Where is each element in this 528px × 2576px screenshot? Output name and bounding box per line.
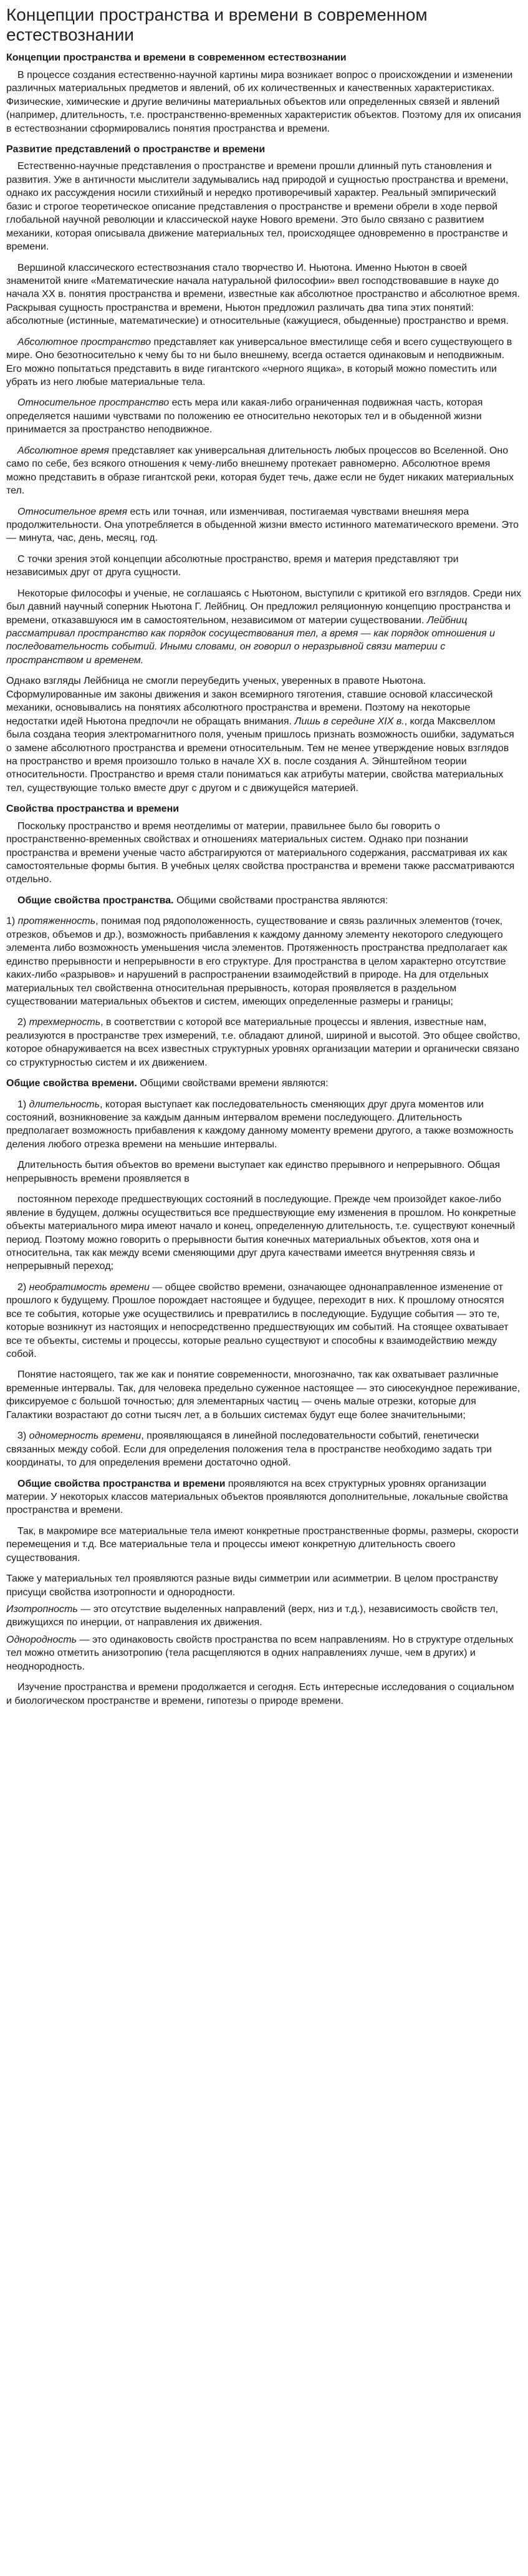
paragraph-duration-transition: постоянном переходе предшествующих состояний в последующие. Прежде чем произойдет какое-либо явление в будущем, должны осуществиться все предшествующие ему изменения в прошлом. Но конкретные объекты материального мира имеют начало и конец, определенную длительность, т.е. существуют конечный период. Поэтому можно говорить о прерывности бытия конечных материальных объектов, хотя она и относительна, так как между всеми сменяющими друг друга качествами имеется внутренняя связь и непрерывный переход; — [6, 1194, 516, 1272]
paragraph-maxwell-einstein — [6, 674, 522, 795]
text-homogeneity: — это одинаковость свойств пространства по всем направлениям. Но в структуре отдельных тел можно отметить анизотропию (тела расщепляются в одних направлениях лучше, чем в других) и неоднородность. — [6, 1634, 514, 1672]
paragraph-absolute-space — [6, 336, 522, 389]
paragraph-space-properties — [6, 894, 522, 907]
text-one-dimensional: , проявляющаяся в линейной последовательности событий, генетически связанных между собой. Если для определения положения тела в пространстве необходимо задать три координаты, то для определения времени достаточно одной. — [6, 1431, 492, 1469]
list-number-2: 2) — [17, 1017, 29, 1028]
text-common-properties: проявляются на всех структурных уровнях организации материи. У некоторых классов материальных объектов проявляются дополнительные, локальные свойства пространства и времени. — [6, 1478, 508, 1516]
text-absolute-space: представляет как универсальное вместилище себя и всего существующего в мире. Оно безотносительно к чему бы то ни было внешнему, всегда остается одинаковым и неподвижным. Его можно попытаться представить в виде гигантского «черного ящика», в который можно поместить или убрать из него любые материальные тела. — [6, 336, 512, 387]
list-item-three-dimensional — [6, 1016, 522, 1069]
text-extent-a: , понимая под рядоположенность, существование и связь различных элементов (точек, отрезков, объемов и др.), возможность прибавления к каждому данному элементу некоторого следующего элемента либо возможность уменьшения числа элементов. — [6, 916, 503, 954]
text-absolute-time: представляет как универсальная длительность любых процессов во Вселенной. Оно само по себе, без всякого отношения к чему-либо внешнему протекает равномерно. Абсолютное время можно представить в образе гигантской реки, которая будет течь, даже если не будет никаких материальных тел. — [6, 445, 514, 497]
paragraph-common-properties — [6, 1477, 522, 1517]
list-item-irreversibility — [6, 1281, 522, 1361]
label-space-properties: Общие свойства пространства. — [17, 895, 174, 906]
term-irreversibility: необратимость времени — [29, 1281, 150, 1293]
label-time-properties: Общие свойства времени. — [6, 1078, 137, 1089]
list-number-4: 2) — [17, 1281, 29, 1293]
paragraph-three-entities: С точки зрения этой концепции абсолютные пространство, время и материя представляют три независимых друг от друга сущности. — [6, 553, 459, 578]
term-absolute-space: Абсолютное пространство — [17, 336, 151, 348]
list-item-duration — [6, 1098, 522, 1152]
term-relative-space: Относительное пространство — [17, 397, 170, 409]
paragraph-absolute-time — [6, 444, 522, 498]
text-extent-b: Протяженность пространства предполагает как единство прерывности и непрерывности в его структуре. Для пространства в целом характерно отсутствие каких-либо «разрывов» и нарушений в распространении взаимодействий в природе. На для отдельных материальных тел свойственна относительная прерывность, которая проявляется в раздельном существовании материальных объектов и систем, имеющих определенные размеры и границы; — [6, 943, 507, 1007]
text-leibniz-a: Некоторые философы и ученые, не соглашаясь с Ньютоном, выступили с критикой его взглядов. Среди них был давний научный соперник Ньютона Г. Лейбниц. Он предложил реляционную концепцию пространства и времени, отказавшуюся им в самостоятельном, независимом от материи существовании. — [6, 588, 522, 626]
paragraph-properties-intro: Поскольку пространство и время неотделимы от материи, правильнее было бы говорить о пространственно-временных свойствах и отношениях материальных систем. Однако при познании пространства и времени ученые часто абстрагируются от материального содержания, рассматривая их как самостоятельные формы бытия. В учебных целях свойства пространства и времени также рассматриваются отдельно. — [6, 820, 515, 885]
text-irreversibility: — общее свойство времени, означающее однонаправленное изменение от прошлого к будущему. Прошлое порождает настоящее и будущее, переходит в них. К прошлому относятся все те события, которые уже осуществились и превратились в последующие. Будущие события — это те, которые возникнут из настоящих и непосредственно предшествующих им событий. На стоящее охватывает все те объекты, системы и процессы, которые реально существуют и способны к взаимодействию между собой. — [6, 1281, 509, 1359]
list-item-extent — [6, 915, 522, 1008]
list-number-5: 3) — [17, 1431, 29, 1442]
text-three-dimensional: , в соответствии с которой все материальные процессы и явления, известные нам, реализуются в пространстве трех измерений, т.е. обладают длиной, шириной и высотой. Это общее свойство, которое обнаруживается на всех известных структурных уровнях организации материи и органически связано со структурностью систем и их движением. — [6, 1017, 521, 1068]
list-number-3: 1) — [17, 1099, 29, 1110]
paragraph-intro: В процессе создания естественно-научной картины мира возникает вопрос о происхождении и изменении различных материальных предметов и явлений, об их количественных и качественных характеристиках. Физические, химические и другие величины материальных объектов или определенных связей и явлений (например, длительность, т.е. пространственно-временных характеристик объектов. Поэтому для их описания в естествознании сформировались понятия пространства и времени. — [6, 69, 522, 134]
paragraph-symmetry: Также у материальных тел проявляются разные виды симметрии или асимметрии. В целом пространству присущи свойства изотропности и однородности. — [6, 1573, 498, 1598]
text-duration-b: Длительность предполагает возможность прибавления к каждому данному моменту времени другого, а также возможность деления любого отрезка времени на меньшие интервалы. — [6, 1112, 514, 1150]
text-relative-space: есть мера или какая-либо ограниченная подвижная часть, которая определяется нашими чувствами по положению ее относительно некоторых тел и в обыденной жизни принимается за пространство неподвижное. — [6, 397, 483, 435]
term-relative-time: Относительное время — [17, 506, 128, 517]
text-maxwell-c: , когда Максвеллом была создана теория электромагнитного поля, ученым пришлось признать возможность ошибки, задуматься о замене абсолютного пространства и времени относительным. Тем не менее утверждение новых взглядов на пространство и время произошло только в начале XX в. после создания А. Эйнштейном теории относительности. Пространство и время стали пониматься как атрибуты материи, свойства материальных тел, существующие только вместе друг с другом и с движущейся материей. — [6, 716, 514, 794]
text-time-properties: Общими свойствами времени являются: — [137, 1078, 329, 1089]
list-item-one-dimensional — [6, 1429, 522, 1469]
term-isotropy: Изотропность — [6, 1604, 78, 1615]
list-number-1: 1) — [6, 916, 18, 927]
term-homogeneity: Однородность — [6, 1634, 77, 1645]
paragraph-development-1: Естественно-научные представления о пространстве и времени прошли длинный путь становления и развития. Уже в античности мыслители задумывались над природой и сущностью пространства и времени, однако их рассуждения носили стихийный и нередко противоречивый характер. Реальный эмпирический базис и строгое теоретическое описание представления о пространстве и времени обрели в ходе первой глобальной научной революции и классической науке Нового времени. Это было связано с развитием механики, которая описывала движение материальных тел, происходящее одновременно в пространстве и времени. — [6, 161, 509, 253]
term-duration: длительность — [29, 1099, 100, 1110]
section-heading-concepts: Концепции пространства и времени в современном естествознании — [6, 52, 347, 64]
label-common-properties: Общие свойства пространства и времени — [17, 1478, 226, 1489]
term-absolute-time: Абсолютное время — [17, 445, 109, 456]
text-relative-time: есть или точная, или изменчивая, постигаемая чувствами внешняя мера продолжительности. Она употребляется в обыденной жизни вместо истинного математического времени. Это — минута, час, день, месяц, год. — [6, 506, 519, 544]
term-three-dimensional: трехмерность — [29, 1017, 101, 1028]
paragraph-newton: Вершиной классического естествознания стало творчество И. Ньютона. Именно Ньютон в своей знаменитой книге «Математические начала натуральной философии» ввел господствовавшие в науке до начала XX в. понятия пространства и времени, известные как абсолютное пространство и абсолютное время. Раскрывая сущность пространства и времени, Ньютон предложил различать два типа этих понятий: абсолютные (истинные, математические) и относительные (кажущиеся, обыденные) пространство и время. — [6, 262, 520, 327]
paragraph-leibniz — [6, 587, 522, 668]
text-duration-a: , которая выступает как последовательность сменяющих друг друга моментов или состояний, возникновение за каждым данным интервалом времени последующего. — [6, 1099, 484, 1123]
text-space-properties: Общими свойствами пространства являются: — [173, 895, 388, 906]
paragraph-time-properties — [6, 1077, 522, 1090]
paragraph-homogeneity — [6, 1633, 522, 1673]
text-leibniz-b: Лейбниц рассматривал пространство как порядок сосуществования тел, а время — как порядок отношения и последовательность событий. Иными словами, он говорил о неразрывной связи материи с пространством и временем. — [6, 615, 496, 666]
text-isotropy: — это отсутствие выделенных направлений (верх, низ и т.д.), независимость свойств тел, движущихся по инерции, от направления их движения. — [6, 1604, 499, 1628]
text-maxwell-a: Однако взгляды Лейбница не смогли переубедить ученых, уверенных в правоте Ньютона. Сформулированные им законы движения и закон всемирного тяготения, ставшие основой классической механики, основывались на понятиях абсолютного пространства и времени. Поэтому на некоторые недостатки идей Ньютона предпочли не обращать внимания. — [6, 676, 493, 727]
paragraph-relative-time — [6, 505, 522, 545]
paragraph-present: Понятие настоящего, так же как и понятие современности, многозначно, так как охватывает различные временные интервалы. Так, для человека предельно суженное настоящее — это сиюсекундное переживание, фиксируемое с большой точностью; для элементарных частиц — очень малые отрезки, которые для Галактики возрастают до сотни тысяч лет, а в больших системах будут еще более значительными; — [6, 1369, 521, 1421]
paragraph-relative-space — [6, 396, 522, 436]
paragraph-final: Изучение пространства и времени продолжается и сегодня. Есть интересные исследования о социальном и биологическом пространстве и времени, гипотезы о природе времени. — [6, 1682, 514, 1706]
page-title: Концепции пространства и времени в современном естествознании — [6, 5, 428, 45]
text-maxwell-b: Лишь в середине XIX в. — [294, 716, 405, 727]
paragraph-macroworld: Так, в макромире все материальные тела имеют конкретные пространственные формы, размеры, скорости перемещения и т.д. Все материальные тела и процессы имеют конкретную длительность своего существования. — [6, 1525, 519, 1563]
paragraph-duration-continuity: Длительность бытия объектов во времени выступает как единство прерывного и непрерывного. Общая непрерывность времени проявляется в — [6, 1160, 501, 1184]
paragraph-isotropy — [6, 1603, 522, 1630]
term-one-dimensional: одномерность времени — [29, 1431, 142, 1442]
section-heading-properties: Свойства пространства и времени — [6, 804, 180, 815]
term-extent: протяженность — [17, 916, 96, 927]
section-heading-development: Развитие представлений о пространстве и времени — [6, 144, 266, 155]
